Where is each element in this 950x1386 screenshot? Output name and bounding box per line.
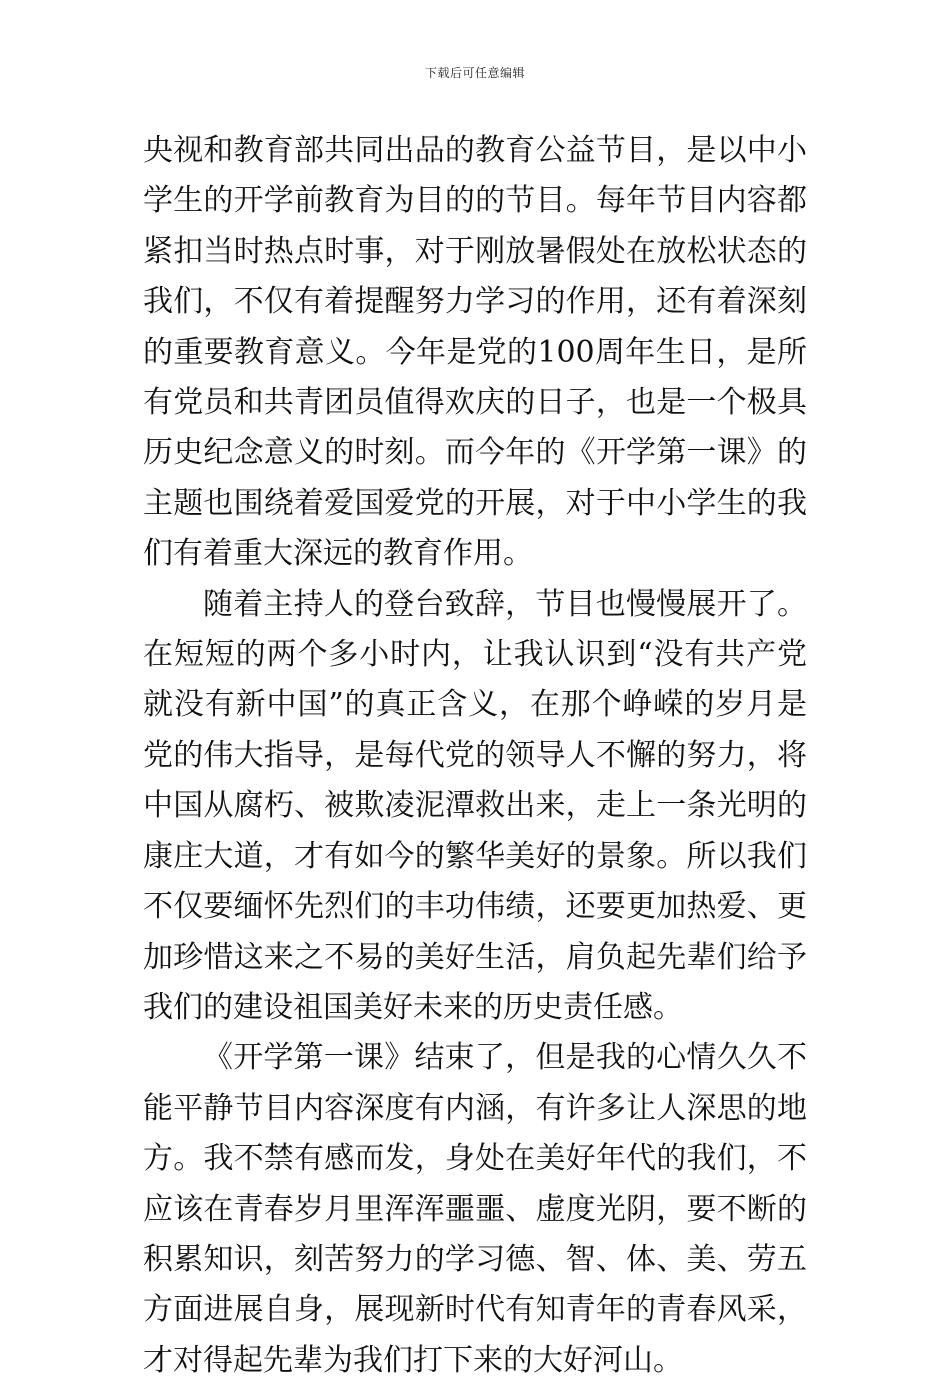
header-note: 下载后可任意编辑 bbox=[424, 66, 525, 80]
paragraph-1: 央视和教育部共同出品的教育公益节目，是以中小学生的开学前教育为目的的节目。每年节目内容都紧扣当时热点时事，对于刚放暑假处在放松状态的我们，不仅有着提醒努力学习的作用，还有着深刻的重要教育意义。今年是党的100周年生日，是所有党员和共青团员值得欢庆的日子，也是一个极具历史纪念意义的时刻。而今年的《开学第一课》的主题也围绕着爱国爱党的开展，对于中小学生的我们有着重大深远的教育作用。 bbox=[143, 133, 807, 572]
document-body bbox=[143, 126, 807, 1386]
paragraph-2: 随着主持人的登台致辞，节目也慢慢展开了。在短短的两个多小时内，让我认识到“没有共产党就没有新中国”的真正含义，在那个峥嵘的岁月是党的伟大指导，是每代党的领导人不懈的努力，将中国从腐朽、被欺凌泥潭救出来，走上一条光明的康庄大道，才有如今的繁华美好的景象。所以我们不仅要缅怀先烈们的丰功伟绩，还要更加热爱、更加珍惜这来之不易的美好生活，肩负起先辈们给予我们的建设祖国美好未来的历史责任感。 bbox=[143, 586, 807, 1025]
paragraph-3: 《开学第一课》结束了，但是我的心情久久不能平静节目内容深度有内涵，有许多让人深思的地方。我不禁有感而发，身处在美好年代的我们，不应该在青春岁月里浑浑噩噩、虚度光阴，要不断的积累知识，刻苦努力的学习德、智、体、美、劳五方面进展自身，展现新时代有知青年的青春风采，才对得起先辈为我们打下来的大好河山。 bbox=[143, 1040, 807, 1378]
